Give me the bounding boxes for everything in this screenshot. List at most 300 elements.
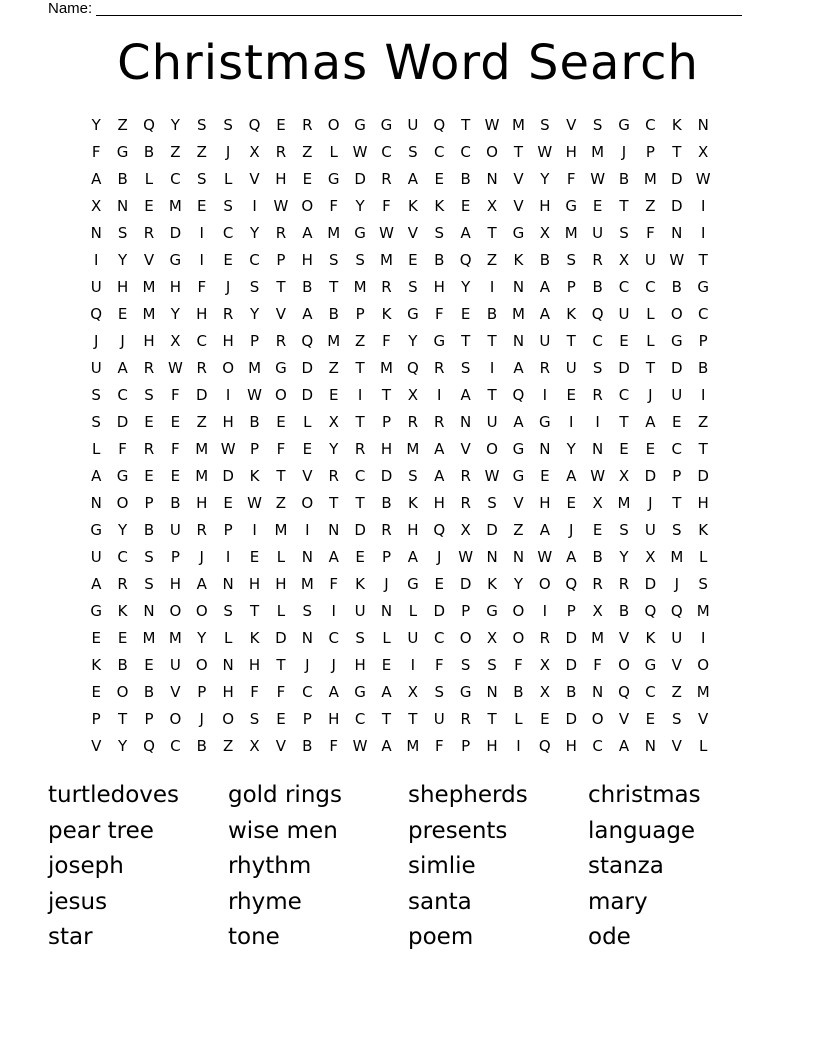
grid-letter[interactable]: O bbox=[169, 710, 182, 728]
grid-letter[interactable]: E bbox=[170, 413, 181, 431]
grid-letter[interactable]: V bbox=[143, 251, 155, 269]
grid-letter[interactable]: H bbox=[539, 494, 551, 512]
grid-letter[interactable]: B bbox=[671, 278, 682, 296]
grid-letter[interactable]: L bbox=[699, 737, 708, 755]
grid-letter[interactable]: D bbox=[301, 359, 314, 377]
grid-letter[interactable]: F bbox=[434, 737, 444, 755]
grid-letter[interactable]: M bbox=[195, 440, 209, 458]
grid-letter[interactable]: V bbox=[170, 683, 181, 701]
grid-letter[interactable]: Q bbox=[143, 737, 155, 755]
grid-letter[interactable]: E bbox=[355, 548, 365, 566]
grid-letter[interactable]: N bbox=[512, 278, 525, 296]
grid-letter[interactable]: P bbox=[566, 278, 576, 296]
grid-letter[interactable]: K bbox=[249, 467, 260, 485]
grid-letter[interactable]: S bbox=[487, 656, 497, 674]
grid-letter[interactable]: J bbox=[569, 521, 574, 539]
grid-letter[interactable]: R bbox=[117, 575, 128, 593]
grid-letter[interactable]: R bbox=[460, 494, 471, 512]
grid-letter[interactable]: M bbox=[406, 737, 420, 755]
grid-letter[interactable]: H bbox=[433, 278, 445, 296]
grid-letter[interactable]: Y bbox=[408, 332, 418, 350]
grid-letter[interactable]: T bbox=[329, 494, 339, 512]
grid-letter[interactable]: A bbox=[302, 224, 313, 242]
grid-letter[interactable]: B bbox=[117, 170, 128, 188]
grid-letter[interactable]: O bbox=[459, 629, 472, 647]
grid-letter[interactable]: U bbox=[539, 332, 551, 350]
grid-letter[interactable]: K bbox=[434, 197, 445, 215]
grid-letter[interactable]: I bbox=[252, 197, 257, 215]
grid-letter[interactable]: R bbox=[275, 332, 287, 350]
grid-letter[interactable]: D bbox=[644, 575, 657, 593]
grid-letter[interactable]: D bbox=[169, 224, 182, 242]
grid-letter[interactable]: R bbox=[592, 575, 603, 593]
grid-letter[interactable]: S bbox=[434, 224, 445, 242]
grid-letter[interactable]: J bbox=[648, 494, 653, 512]
grid-letter[interactable]: G bbox=[512, 467, 525, 485]
grid-letter[interactable]: J bbox=[225, 278, 231, 296]
grid-letter[interactable]: V bbox=[302, 467, 313, 485]
grid-letter[interactable]: P bbox=[461, 737, 471, 755]
grid-letter[interactable]: X bbox=[460, 521, 471, 539]
grid-letter[interactable]: O bbox=[275, 386, 287, 404]
grid-letter[interactable]: D bbox=[222, 467, 234, 485]
grid-letter[interactable]: G bbox=[539, 413, 551, 431]
grid-letter[interactable]: X bbox=[249, 737, 260, 755]
grid-letter[interactable]: Q bbox=[670, 602, 683, 620]
grid-letter[interactable]: F bbox=[434, 305, 444, 323]
grid-letter[interactable]: X bbox=[645, 548, 656, 566]
grid-letter[interactable]: O bbox=[670, 305, 683, 323]
grid-letter[interactable]: D bbox=[354, 521, 366, 539]
grid-letter[interactable]: T bbox=[487, 224, 497, 242]
grid-letter[interactable]: A bbox=[566, 467, 577, 485]
grid-letter[interactable]: D bbox=[671, 170, 683, 188]
grid-letter[interactable]: M bbox=[248, 359, 262, 377]
grid-letter[interactable]: B bbox=[618, 170, 630, 188]
grid-letter[interactable]: G bbox=[354, 683, 366, 701]
grid-letter[interactable]: C bbox=[671, 440, 683, 458]
grid-letter[interactable]: T bbox=[698, 251, 708, 269]
grid-letter[interactable]: R bbox=[434, 359, 445, 377]
grid-letter[interactable]: U bbox=[169, 656, 181, 674]
grid-letter[interactable]: L bbox=[382, 629, 391, 647]
grid-letter[interactable]: I bbox=[595, 413, 600, 431]
grid-letter[interactable]: E bbox=[117, 305, 128, 323]
grid-letter[interactable]: B bbox=[170, 494, 181, 512]
grid-letter[interactable]: P bbox=[355, 305, 365, 323]
grid-letter[interactable]: O bbox=[195, 602, 208, 620]
grid-letter[interactable]: A bbox=[434, 440, 445, 458]
grid-letter[interactable]: D bbox=[618, 359, 630, 377]
grid-letter[interactable]: W bbox=[537, 548, 553, 566]
grid-letter[interactable]: R bbox=[381, 278, 392, 296]
grid-letter[interactable]: A bbox=[91, 170, 102, 188]
grid-letter[interactable]: G bbox=[169, 251, 182, 269]
grid-letter[interactable]: M bbox=[142, 305, 156, 323]
grid-letter[interactable]: S bbox=[91, 413, 101, 431]
grid-letter[interactable]: L bbox=[92, 440, 101, 458]
grid-letter[interactable]: B bbox=[117, 656, 128, 674]
grid-letter[interactable]: S bbox=[540, 116, 550, 134]
grid-letter[interactable]: B bbox=[328, 305, 339, 323]
grid-letter[interactable]: Z bbox=[196, 413, 207, 431]
grid-letter[interactable]: T bbox=[619, 197, 629, 215]
grid-letter[interactable]: E bbox=[408, 251, 418, 269]
grid-letter[interactable]: G bbox=[697, 278, 709, 296]
grid-letter[interactable]: B bbox=[513, 683, 524, 701]
grid-letter[interactable]: X bbox=[618, 251, 630, 269]
grid-letter[interactable]: D bbox=[697, 467, 709, 485]
grid-letter[interactable]: S bbox=[460, 359, 471, 377]
grid-letter[interactable]: M bbox=[406, 440, 420, 458]
grid-letter[interactable]: T bbox=[408, 710, 418, 728]
grid-letter[interactable]: F bbox=[276, 683, 286, 701]
grid-letter[interactable]: X bbox=[249, 143, 260, 161]
grid-letter[interactable]: A bbox=[539, 305, 550, 323]
grid-letter[interactable]: M bbox=[327, 224, 341, 242]
grid-letter[interactable]: S bbox=[408, 467, 418, 485]
grid-letter[interactable]: Y bbox=[170, 116, 180, 134]
grid-letter[interactable]: W bbox=[220, 440, 236, 458]
grid-letter[interactable]: S bbox=[355, 629, 365, 647]
grid-letter[interactable]: X bbox=[328, 413, 339, 431]
grid-letter[interactable]: D bbox=[644, 467, 657, 485]
grid-letter[interactable]: B bbox=[143, 521, 155, 539]
grid-letter[interactable]: K bbox=[381, 305, 392, 323]
grid-letter[interactable]: U bbox=[407, 116, 419, 134]
grid-letter[interactable]: E bbox=[302, 440, 313, 458]
grid-letter[interactable]: R bbox=[275, 224, 287, 242]
grid-letter[interactable]: S bbox=[196, 170, 207, 188]
grid-letter[interactable]: T bbox=[355, 494, 365, 512]
grid-letter[interactable]: K bbox=[407, 494, 418, 512]
grid-letter[interactable]: H bbox=[143, 332, 155, 350]
grid-letter[interactable]: E bbox=[328, 386, 339, 404]
grid-letter[interactable]: M bbox=[670, 548, 684, 566]
grid-letter[interactable]: W bbox=[352, 737, 368, 755]
grid-letter[interactable]: S bbox=[144, 575, 154, 593]
grid-letter[interactable]: E bbox=[91, 629, 101, 647]
grid-letter[interactable]: M bbox=[168, 197, 182, 215]
grid-letter[interactable]: Z bbox=[302, 143, 313, 161]
grid-letter[interactable]: C bbox=[170, 737, 181, 755]
grid-letter[interactable]: O bbox=[538, 575, 551, 593]
grid-letter[interactable]: M bbox=[380, 359, 393, 377]
grid-letter[interactable]: D bbox=[354, 170, 366, 188]
grid-letter[interactable]: N bbox=[486, 548, 498, 566]
grid-letter[interactable]: L bbox=[408, 602, 418, 620]
grid-letter[interactable]: H bbox=[354, 656, 366, 674]
grid-letter[interactable]: W bbox=[669, 251, 685, 269]
grid-letter[interactable]: C bbox=[170, 170, 181, 188]
grid-letter[interactable]: Q bbox=[248, 116, 261, 134]
grid-letter[interactable]: E bbox=[276, 116, 286, 134]
grid-letter[interactable]: T bbox=[698, 440, 708, 458]
grid-letter[interactable]: Y bbox=[249, 305, 260, 323]
grid-letter[interactable]: M bbox=[380, 251, 393, 269]
grid-letter[interactable]: B bbox=[249, 413, 260, 431]
grid-letter[interactable]: N bbox=[592, 440, 604, 458]
grid-letter[interactable]: L bbox=[514, 710, 523, 728]
grid-letter[interactable]: T bbox=[566, 332, 576, 350]
grid-letter[interactable]: I bbox=[700, 224, 706, 242]
grid-letter[interactable]: R bbox=[143, 440, 155, 458]
grid-letter[interactable]: J bbox=[437, 548, 442, 566]
grid-letter[interactable]: Q bbox=[406, 359, 419, 377]
grid-letter[interactable]: M bbox=[564, 224, 578, 242]
grid-letter[interactable]: G bbox=[512, 224, 525, 242]
grid-letter[interactable]: A bbox=[381, 737, 392, 755]
grid-letter[interactable]: M bbox=[643, 170, 657, 188]
grid-letter[interactable]: S bbox=[487, 494, 497, 512]
grid-letter[interactable]: S bbox=[223, 197, 233, 215]
grid-letter[interactable]: A bbox=[645, 413, 656, 431]
grid-letter[interactable]: A bbox=[381, 683, 392, 701]
grid-letter[interactable]: R bbox=[592, 386, 603, 404]
name-blank-line[interactable] bbox=[96, 0, 742, 16]
grid-letter[interactable]: H bbox=[222, 683, 234, 701]
grid-letter[interactable]: H bbox=[275, 575, 287, 593]
grid-letter[interactable]: R bbox=[434, 413, 445, 431]
grid-letter[interactable]: J bbox=[93, 332, 99, 350]
grid-letter[interactable]: S bbox=[672, 710, 682, 728]
grid-letter[interactable]: I bbox=[700, 197, 706, 215]
grid-letter[interactable]: P bbox=[672, 467, 682, 485]
grid-letter[interactable]: A bbox=[328, 683, 339, 701]
grid-letter[interactable]: H bbox=[275, 170, 287, 188]
grid-letter[interactable]: K bbox=[487, 575, 497, 593]
grid-letter[interactable]: W bbox=[590, 170, 606, 188]
grid-letter[interactable]: Y bbox=[118, 251, 128, 269]
grid-letter[interactable]: E bbox=[645, 440, 656, 458]
grid-letter[interactable]: R bbox=[302, 116, 313, 134]
grid-letter[interactable]: G bbox=[618, 116, 630, 134]
grid-letter[interactable]: V bbox=[671, 656, 682, 674]
grid-letter[interactable]: F bbox=[276, 440, 286, 458]
grid-letter[interactable]: G bbox=[327, 170, 340, 188]
grid-letter[interactable]: Y bbox=[329, 440, 339, 458]
grid-letter[interactable]: E bbox=[619, 332, 629, 350]
grid-letter[interactable]: C bbox=[249, 251, 260, 269]
grid-letter[interactable]: U bbox=[644, 521, 656, 539]
grid-letter[interactable]: X bbox=[407, 683, 419, 701]
grid-letter[interactable]: R bbox=[460, 710, 471, 728]
grid-letter[interactable]: V bbox=[275, 305, 287, 323]
grid-letter[interactable]: U bbox=[618, 305, 630, 323]
grid-letter[interactable]: O bbox=[512, 602, 525, 620]
grid-letter[interactable]: C bbox=[302, 683, 313, 701]
grid-letter[interactable]: P bbox=[381, 413, 392, 431]
grid-letter[interactable]: L bbox=[699, 548, 708, 566]
grid-letter[interactable]: U bbox=[90, 548, 102, 566]
grid-letter[interactable]: F bbox=[329, 575, 339, 593]
grid-letter[interactable]: C bbox=[117, 386, 128, 404]
grid-letter[interactable]: Y bbox=[355, 197, 365, 215]
grid-letter[interactable]: S bbox=[619, 224, 629, 242]
grid-letter[interactable]: E bbox=[170, 467, 181, 485]
grid-letter[interactable]: N bbox=[486, 683, 498, 701]
grid-letter[interactable]: Y bbox=[170, 305, 180, 323]
grid-letter[interactable]: M bbox=[195, 467, 209, 485]
grid-letter[interactable]: W bbox=[484, 116, 500, 134]
grid-letter[interactable]: E bbox=[117, 629, 128, 647]
grid-letter[interactable]: K bbox=[513, 251, 524, 269]
grid-letter[interactable]: P bbox=[381, 548, 392, 566]
grid-letter[interactable]: B bbox=[592, 278, 603, 296]
grid-letter[interactable]: L bbox=[303, 413, 312, 431]
grid-letter[interactable]: W bbox=[273, 197, 289, 215]
grid-letter[interactable]: E bbox=[144, 413, 154, 431]
grid-letter[interactable]: Y bbox=[461, 278, 471, 296]
grid-letter[interactable]: S bbox=[408, 278, 418, 296]
grid-letter[interactable]: G bbox=[354, 116, 366, 134]
grid-letter[interactable]: X bbox=[486, 629, 498, 647]
grid-letter[interactable]: D bbox=[433, 602, 446, 620]
grid-letter[interactable]: T bbox=[276, 467, 286, 485]
grid-letter[interactable]: I bbox=[199, 251, 204, 269]
grid-letter[interactable]: O bbox=[618, 656, 630, 674]
grid-letter[interactable]: E bbox=[434, 575, 445, 593]
grid-letter[interactable]: A bbox=[460, 224, 471, 242]
grid-letter[interactable]: I bbox=[542, 602, 548, 620]
grid-letter[interactable]: V bbox=[618, 629, 630, 647]
grid-letter[interactable]: K bbox=[249, 629, 260, 647]
grid-letter[interactable]: H bbox=[196, 494, 208, 512]
grid-letter[interactable]: E bbox=[223, 494, 233, 512]
grid-letter[interactable]: M bbox=[142, 278, 156, 296]
grid-letter[interactable]: A bbox=[513, 359, 524, 377]
grid-letter[interactable]: T bbox=[276, 278, 286, 296]
grid-letter[interactable]: X bbox=[91, 197, 102, 215]
grid-letter[interactable]: C bbox=[645, 278, 656, 296]
grid-letter[interactable]: H bbox=[301, 251, 313, 269]
grid-letter[interactable]: M bbox=[696, 602, 710, 620]
grid-letter[interactable]: Z bbox=[354, 332, 366, 350]
grid-letter[interactable]: G bbox=[512, 440, 525, 458]
grid-letter[interactable]: I bbox=[700, 386, 706, 404]
grid-letter[interactable]: G bbox=[433, 332, 446, 350]
grid-letter[interactable]: V bbox=[460, 440, 471, 458]
grid-letter[interactable]: S bbox=[144, 548, 154, 566]
grid-letter[interactable]: C bbox=[222, 224, 234, 242]
grid-letter[interactable]: V bbox=[275, 737, 287, 755]
grid-letter[interactable]: P bbox=[461, 602, 471, 620]
grid-letter[interactable]: E bbox=[645, 710, 656, 728]
grid-letter[interactable]: B bbox=[434, 251, 445, 269]
grid-letter[interactable]: L bbox=[276, 602, 286, 620]
grid-letter[interactable]: S bbox=[355, 251, 365, 269]
grid-letter[interactable]: B bbox=[539, 251, 550, 269]
grid-letter[interactable]: F bbox=[382, 332, 391, 350]
grid-letter[interactable]: W bbox=[458, 548, 474, 566]
grid-letter[interactable]: U bbox=[565, 359, 577, 377]
grid-letter[interactable]: J bbox=[331, 656, 336, 674]
grid-letter[interactable]: D bbox=[380, 467, 393, 485]
grid-letter[interactable]: A bbox=[539, 278, 550, 296]
grid-letter[interactable]: H bbox=[169, 575, 181, 593]
grid-letter[interactable]: I bbox=[542, 386, 548, 404]
grid-letter[interactable]: X bbox=[539, 656, 550, 674]
grid-letter[interactable]: W bbox=[379, 224, 394, 242]
grid-letter[interactable]: B bbox=[381, 494, 392, 512]
grid-letter[interactable]: Z bbox=[196, 143, 207, 161]
grid-letter[interactable]: P bbox=[276, 251, 286, 269]
grid-letter[interactable]: E bbox=[460, 197, 471, 215]
grid-letter[interactable]: K bbox=[355, 575, 366, 593]
grid-letter[interactable]: T bbox=[461, 116, 471, 134]
grid-letter[interactable]: P bbox=[223, 521, 233, 539]
grid-letter[interactable]: I bbox=[225, 548, 231, 566]
grid-letter[interactable]: F bbox=[434, 656, 444, 674]
grid-letter[interactable]: J bbox=[674, 575, 679, 593]
grid-letter[interactable]: L bbox=[223, 629, 233, 647]
grid-letter[interactable]: S bbox=[91, 386, 101, 404]
grid-letter[interactable]: Z bbox=[275, 494, 287, 512]
grid-letter[interactable]: R bbox=[354, 440, 366, 458]
grid-letter[interactable]: N bbox=[697, 116, 709, 134]
grid-letter[interactable]: T bbox=[381, 710, 392, 728]
grid-letter[interactable]: X bbox=[539, 683, 550, 701]
grid-letter[interactable]: Z bbox=[671, 683, 682, 701]
grid-letter[interactable]: T bbox=[619, 413, 629, 431]
grid-letter[interactable]: Q bbox=[301, 332, 314, 350]
grid-letter[interactable]: S bbox=[249, 710, 260, 728]
grid-letter[interactable]: E bbox=[540, 710, 550, 728]
grid-letter[interactable]: D bbox=[301, 386, 314, 404]
grid-letter[interactable]: K bbox=[117, 602, 128, 620]
grid-letter[interactable]: E bbox=[540, 467, 550, 485]
grid-letter[interactable]: R bbox=[381, 170, 392, 188]
grid-letter[interactable]: I bbox=[252, 521, 257, 539]
grid-letter[interactable]: F bbox=[329, 737, 339, 755]
grid-letter[interactable]: R bbox=[143, 224, 155, 242]
grid-letter[interactable]: T bbox=[487, 386, 497, 404]
grid-letter[interactable]: A bbox=[328, 548, 339, 566]
grid-letter[interactable]: X bbox=[698, 143, 709, 161]
grid-letter[interactable]: G bbox=[380, 116, 393, 134]
grid-letter[interactable]: P bbox=[566, 602, 576, 620]
grid-letter[interactable]: O bbox=[222, 710, 235, 728]
grid-letter[interactable]: F bbox=[566, 170, 576, 188]
grid-letter[interactable]: I bbox=[199, 224, 204, 242]
grid-letter[interactable]: D bbox=[459, 575, 472, 593]
grid-letter[interactable]: Y bbox=[118, 521, 128, 539]
grid-letter[interactable]: G bbox=[407, 305, 419, 323]
grid-letter[interactable]: O bbox=[301, 197, 314, 215]
grid-letter[interactable]: H bbox=[328, 710, 340, 728]
grid-letter[interactable]: L bbox=[646, 305, 655, 323]
grid-letter[interactable]: Q bbox=[565, 575, 578, 593]
grid-letter[interactable]: C bbox=[592, 737, 603, 755]
grid-letter[interactable]: T bbox=[249, 602, 260, 620]
grid-letter[interactable]: G bbox=[644, 656, 657, 674]
grid-letter[interactable]: O bbox=[222, 359, 235, 377]
grid-letter[interactable]: C bbox=[328, 629, 339, 647]
grid-letter[interactable]: C bbox=[618, 278, 630, 296]
grid-letter[interactable]: Z bbox=[223, 737, 234, 755]
grid-letter[interactable]: E bbox=[144, 656, 154, 674]
grid-letter[interactable]: U bbox=[671, 386, 683, 404]
grid-letter[interactable]: L bbox=[144, 170, 154, 188]
grid-letter[interactable]: F bbox=[593, 656, 602, 674]
grid-letter[interactable]: A bbox=[407, 548, 419, 566]
grid-letter[interactable]: V bbox=[513, 494, 524, 512]
grid-letter[interactable]: A bbox=[91, 575, 102, 593]
grid-letter[interactable]: Y bbox=[249, 224, 260, 242]
grid-letter[interactable]: I bbox=[93, 251, 99, 269]
grid-letter[interactable]: D bbox=[486, 521, 498, 539]
grid-letter[interactable]: U bbox=[433, 710, 445, 728]
